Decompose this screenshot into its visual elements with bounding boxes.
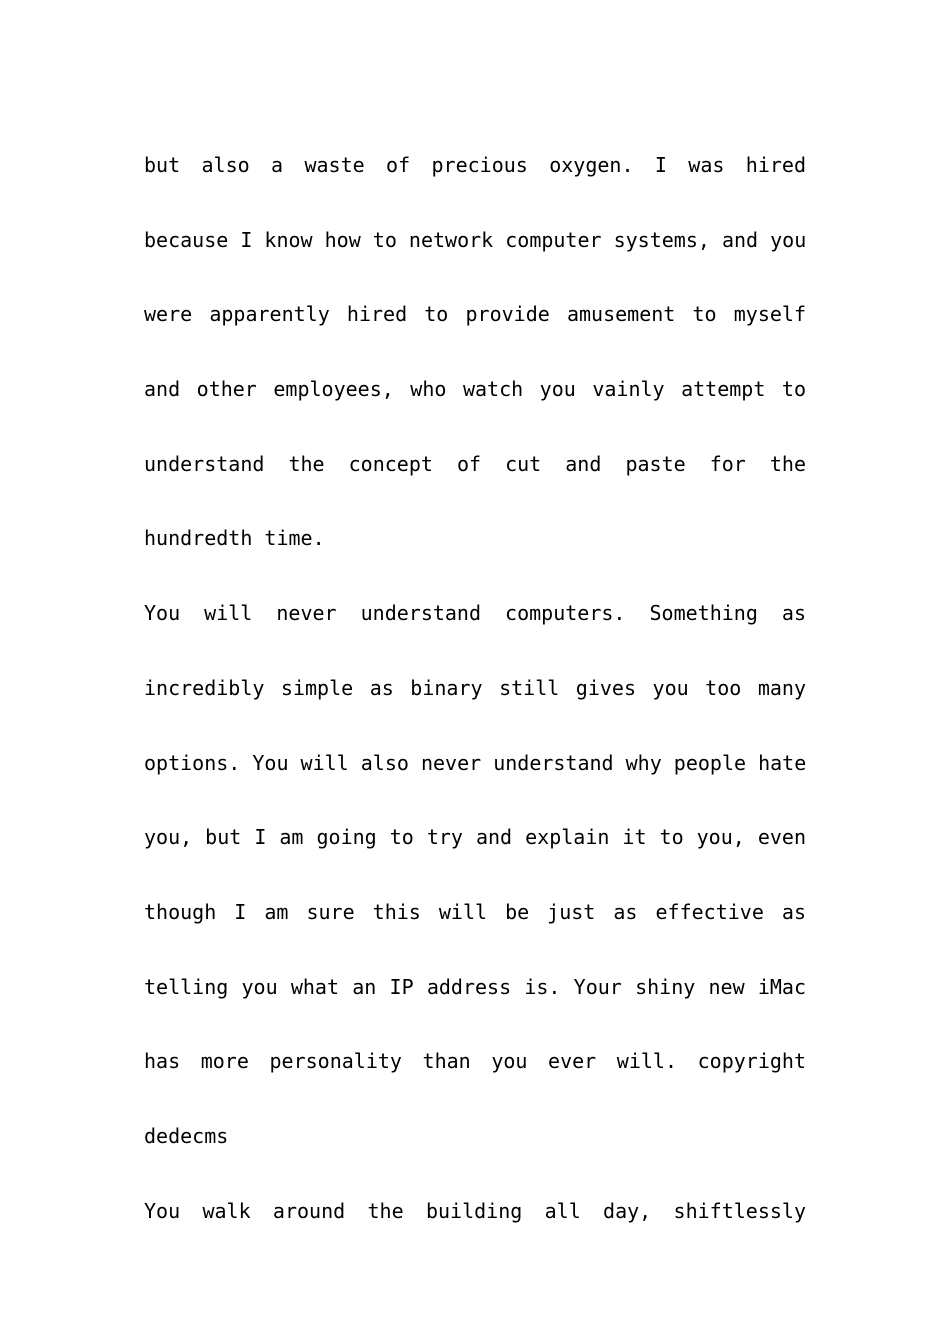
text-line: dedecms	[144, 1123, 229, 1148]
text-line: you, but I am going to try and explain it to you, even	[144, 825, 806, 850]
text-line: telling you what an IP address is. Your shiny new iMac	[144, 974, 806, 999]
text-line: options. You will also never understand why people hate	[144, 750, 806, 775]
text-line: but also a waste of precious oxygen. I was hired	[144, 153, 806, 177]
text-line: and other employees, who watch you vainly attempt to	[144, 377, 806, 402]
text-line: You walk around the building all day, shiftlessly	[144, 1198, 806, 1223]
text-line: You will never understand computers. Something as	[144, 601, 806, 626]
text-line: understand the concept of cut and paste for the	[144, 451, 806, 476]
text-line: though I am sure this will be just as effective as	[144, 899, 806, 924]
text-line: because I know how to network computer systems, and you	[144, 227, 806, 252]
text-line: hundredth time.	[144, 526, 325, 551]
body-text	[144, 128, 806, 1248]
text-line: incredibly simple as binary still gives you too many	[144, 675, 806, 700]
text-line: has more personality than you ever will. copyright	[144, 1049, 806, 1074]
text-line: were apparently hired to provide amusement to myself	[144, 302, 806, 327]
